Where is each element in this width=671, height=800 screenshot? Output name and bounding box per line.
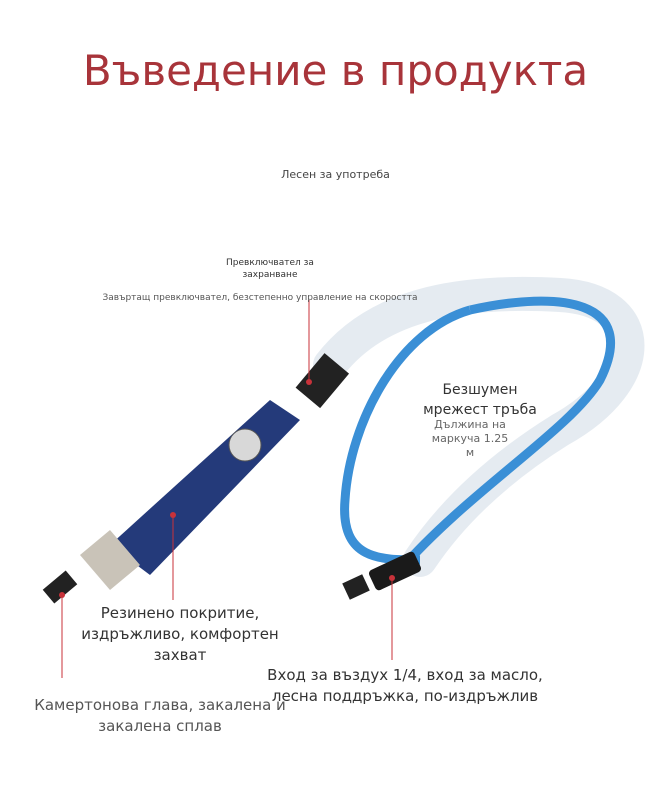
grip-label: Резинено покритие, издръжливо, комфортен захват bbox=[81, 604, 279, 664]
hose-length: Дължина на маркуча 1.25 м bbox=[431, 418, 509, 459]
hose-title: Безшумен мрежест тръба bbox=[423, 382, 537, 418]
head-label: Камертонова глава, закалена и закалена сплав bbox=[34, 696, 286, 735]
switch-title: Превключвател за захранване bbox=[226, 258, 314, 280]
page-title: Въведение в продукта bbox=[82, 46, 589, 95]
subtitle: Лесен за употреба bbox=[281, 168, 390, 181]
air-inlet-label: Вход за въздух 1/4, вход за масло, лесна поддръжка, по-издръжлив bbox=[267, 666, 543, 705]
grinder-image bbox=[43, 353, 349, 603]
switch-desc: Завъртащ превключвател, безстепенно управление на скоростта bbox=[102, 293, 418, 303]
